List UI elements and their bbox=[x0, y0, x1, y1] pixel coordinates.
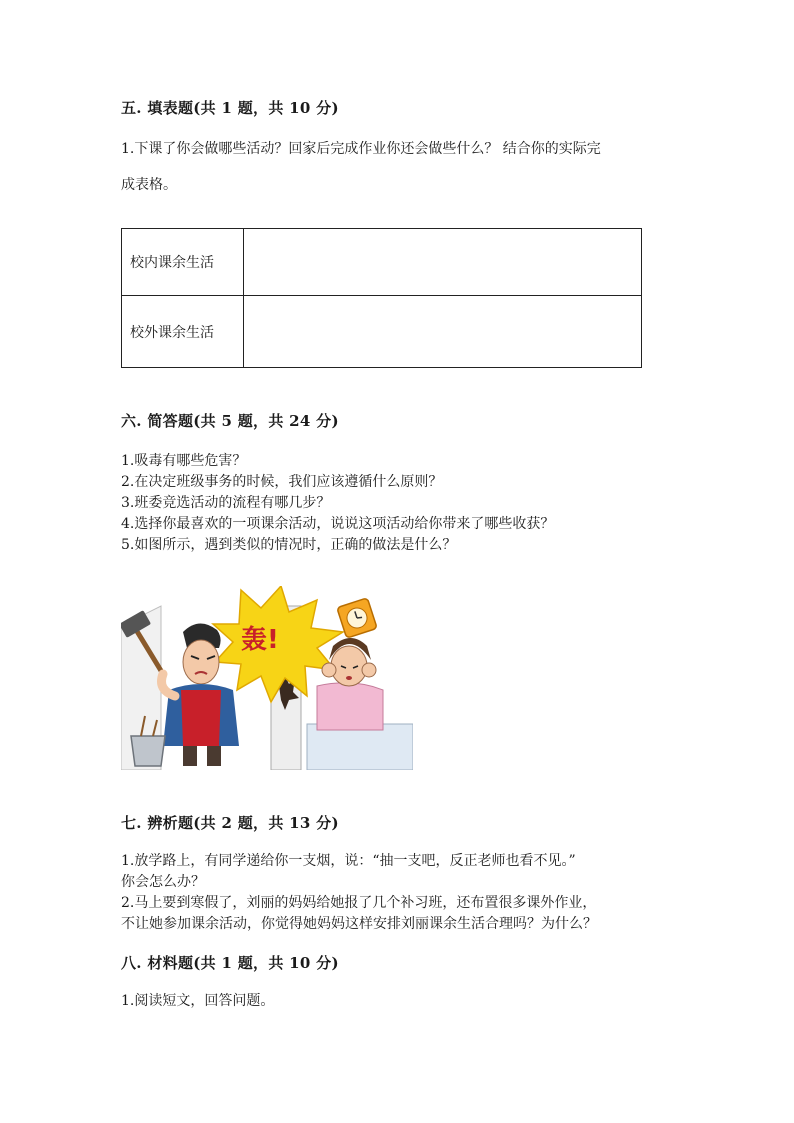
section-8-heading: 八. 材料题(共 1 题，共 10 分) bbox=[121, 954, 339, 972]
shout-text: 轰! bbox=[241, 625, 279, 655]
section-6-heading: 六. 简答题(共 5 题，共 24 分) bbox=[121, 412, 339, 430]
section-6-q4: 4.选择你最喜欢的一项课余活动，说说这项活动给你带来了哪些收获？ bbox=[121, 516, 555, 532]
section-6-q1: 1.吸毒有哪些危害？ bbox=[121, 453, 247, 469]
section-7-line-2: 你会怎么办？ bbox=[121, 874, 205, 890]
section-5-heading: 五. 填表题(共 1 题，共 10 分) bbox=[121, 99, 339, 117]
table-row bbox=[122, 229, 642, 296]
section-6-q3: 3.班委竞选活动的流程有哪几步？ bbox=[121, 495, 331, 511]
section-7-line-1: 1.放学路上，有同学递给你一支烟，说：“抽一支吧，反正老师也看不见。” bbox=[121, 853, 576, 869]
table-label-school: 校内课余生活 bbox=[122, 229, 244, 296]
section-6-q5: 5.如图所示，遇到类似的情况时，正确的做法是什么？ bbox=[121, 537, 457, 553]
man-figure bbox=[162, 623, 240, 766]
table-row bbox=[122, 296, 642, 368]
fill-in-table bbox=[121, 228, 642, 368]
table-label-outside: 校外课余生活 bbox=[122, 296, 244, 368]
section-5-q1-line-2: 成表格。 bbox=[121, 177, 177, 193]
section-7-line-4: 不让她参加课余活动，你觉得她妈妈这样安排刘丽课余生活合理吗？为什么？ bbox=[121, 916, 597, 932]
table-answer-outside[interactable] bbox=[244, 296, 642, 368]
section-7-heading: 七. 辨析题(共 2 题，共 13 分) bbox=[121, 814, 339, 832]
table-answer-school[interactable] bbox=[244, 229, 642, 296]
section-5-q1-line-1: 1.下课了你会做哪些活动？回家后完成作业你还会做些什么？ 结合你的实际完 bbox=[121, 141, 601, 157]
noise-illustration bbox=[121, 586, 413, 770]
section-7-line-3: 2.马上要到寒假了，刘丽的妈妈给她报了几个补习班，还布置很多课外作业， bbox=[121, 895, 597, 911]
section-6-q2: 2.在决定班级事务的时候，我们应该遵循什么原则？ bbox=[121, 474, 443, 490]
section-8-q1: 1.阅读短文，回答问题。 bbox=[121, 993, 275, 1009]
